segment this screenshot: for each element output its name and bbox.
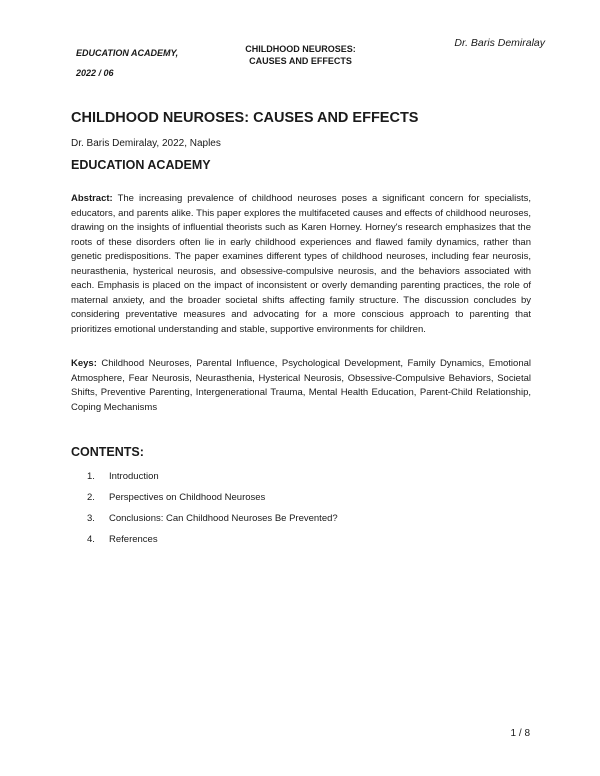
running-header-journal: [76, 43, 216, 83]
keywords-text: Childhood Neuroses, Parental Influence, Psychological Development, Family Dynamics, Emotional Atmosphere, Fear Neurosis, Neurasthenia, Hysterical Neurosis, Obsessive-Compulsive Behaviors, Societal Shifts, Preventive Parenting, Intergenerational Trauma, Mental Health Education, Parent-Child Relationship, Coping Mechanisms: [71, 358, 531, 413]
toc-item-number: 2.: [87, 492, 95, 503]
header-journal-name: EDUCATION ACADEMY,: [76, 48, 179, 58]
header-issue: 2022 / 06: [76, 68, 114, 78]
table-of-contents: [71, 470, 531, 546]
toc-item-label: Conclusions: Can Childhood Neuroses Be Prevented?: [109, 513, 338, 524]
toc-item-label: Introduction: [109, 471, 159, 482]
header-author: Dr. Baris Demiralay: [454, 37, 545, 49]
toc-item-label: References: [109, 534, 158, 545]
abstract-label: Abstract:: [71, 193, 113, 204]
toc-item: [71, 533, 531, 546]
header-title-line2: CAUSES AND EFFECTS: [249, 56, 352, 66]
toc-item-number: 3.: [87, 513, 95, 524]
byline: Dr. Baris Demiralay, 2022, Naples: [71, 138, 221, 149]
abstract-text: The increasing prevalence of childhood neuroses poses a significant concern for specialists, educators, and parents alike. This paper explores the multifaceted causes and effects of childhood neuroses, drawing on the insights of influential theorists such as Karen Horney. Horney's research emphasizes that the roots of these disorders often lie in early childhood experiences and flawed family dynamics, rather than genetic predispositions. The paper examines different types of childhood neuroses, including fear neurosis, neurasthenia, hysterical neurosis, and obsessive-compulsive neurosis, and the behaviors associated with each. Emphasis is placed on the impact of inconsistent or overly demanding parenting practices, the role of maternal anxiety, and the broader societal shifts affecting family structure. The discussion concludes by considering preventative measures and advocating for a more conscious approach to parenting that prioritizes emotional understanding and stable, supportive environments for children.: [71, 193, 531, 335]
toc-item: [71, 491, 531, 504]
paper-body: [71, 108, 531, 554]
running-header-title: [228, 43, 373, 67]
abstract: [71, 192, 531, 337]
header-title-line1: CHILDHOOD NEUROSES:: [245, 44, 356, 54]
toc-item: [71, 470, 531, 483]
keywords: [71, 357, 531, 415]
contents-heading: CONTENTS:: [71, 445, 144, 459]
toc-item-label: Perspectives on Childhood Neuroses: [109, 492, 266, 503]
organization: EDUCATION ACADEMY: [71, 158, 211, 172]
toc-item-number: 1.: [87, 471, 95, 482]
keywords-label: Keys:: [71, 358, 97, 369]
page-separator: /: [518, 728, 522, 739]
paper-title: CHILDHOOD NEUROSES: CAUSES AND EFFECTS: [71, 110, 419, 126]
page-number: [470, 728, 530, 739]
total-pages: 8: [524, 728, 530, 739]
current-page: 1: [510, 728, 517, 739]
toc-item-number: 4.: [87, 534, 95, 545]
toc-item: [71, 512, 531, 525]
